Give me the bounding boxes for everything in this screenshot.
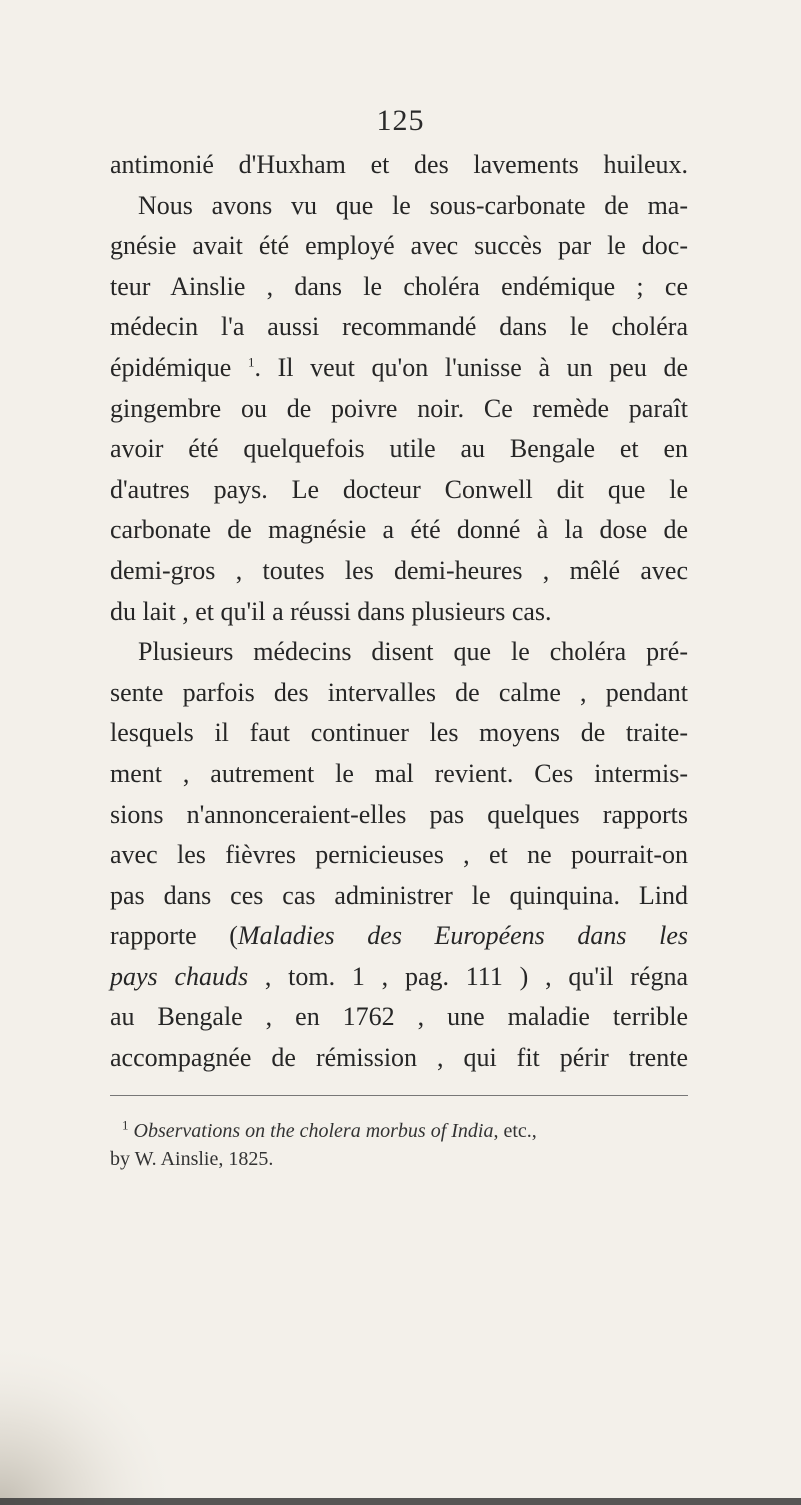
text-line: médecin l'a aussi recommandé dans le choléra [110,312,688,342]
text-line: teur Ainslie , dans le choléra endémique ; ce [110,271,688,301]
text-line: au Bengale , en 1762 , une maladie terrible [110,1002,688,1032]
bottom-edge-shadow [0,1498,801,1505]
text-line: sente parfois des intervalles de calme , pendant [110,677,688,707]
page-number: 125 [376,104,425,137]
text-line: antimonié d'Huxham et des lavements huileux. [110,150,688,179]
footnote-first-line [110,1117,688,1145]
text-fragment: , tom. 1 , pag. 111 ) , qu'il régna [248,961,688,991]
corner-shade [0,1265,260,1505]
text-line: sions n'annonceraient-elles pas quelques rapports [110,799,688,829]
page-edge-shadow [0,1265,801,1505]
paragraph-start-line: Nous avons vu que le sous-carbonate de ma- [138,190,688,220]
text-fragment: . Il veut qu'on l'unisse à un peu de [254,352,689,382]
text-line: lesquels il faut continuer les moyens de traite- [110,718,688,748]
text-line: gingembre ou de poivre noir. Ce remède paraît [110,393,688,423]
book-title-fragment: Maladies des Européens dans les [237,921,689,951]
paragraph-end-line: du lait , et qu'il a réussi dans plusieurs cas. [110,596,552,626]
footnote-title: Observations on the cholera morbus of India [133,1120,494,1142]
footnote-marker: 1 [122,1117,129,1133]
text-line-with-note [110,348,688,389]
footnote [110,1117,688,1173]
text-line: carbonate de magnésie a été donné à la dose de [110,515,688,545]
footnote-byline: by W. Ainslie, 1825. [110,1148,274,1170]
text-line: avoir été quelquefois utile au Bengale et en [110,434,688,464]
book-title-fragment: pays chauds [110,961,249,991]
text-line: pas dans ces cas administrer le quinquina. Lind [110,880,688,910]
text-line-with-title [110,916,688,957]
paragraph-start-line: Plusieurs médecins disent que le choléra pré- [138,637,688,667]
footnote-divider [110,1095,688,1096]
text-line: demi-gros , toutes les demi-heures , mêlé avec [110,555,688,585]
text-line: gnésie avait été employé avec succès par le doc- [110,231,688,261]
footnote-reference: 1 [247,354,255,370]
text-line: d'autres pays. Le docteur Conwell dit que le [110,474,688,504]
text-line: accompagnée de rémission , qui fit périr trente [110,1043,688,1073]
footnote-title-suffix: , etc., [493,1120,537,1142]
body-text [110,145,688,1079]
text-line: ment , autrement le mal revient. Ces intermis- [110,758,688,788]
text-fragment: épidémique [110,352,232,382]
text-fragment: rapporte ( [110,921,238,951]
text-line: avec les fièvres pernicieuses , et ne pourrait-on [110,840,688,870]
text-line-with-title [110,957,688,998]
